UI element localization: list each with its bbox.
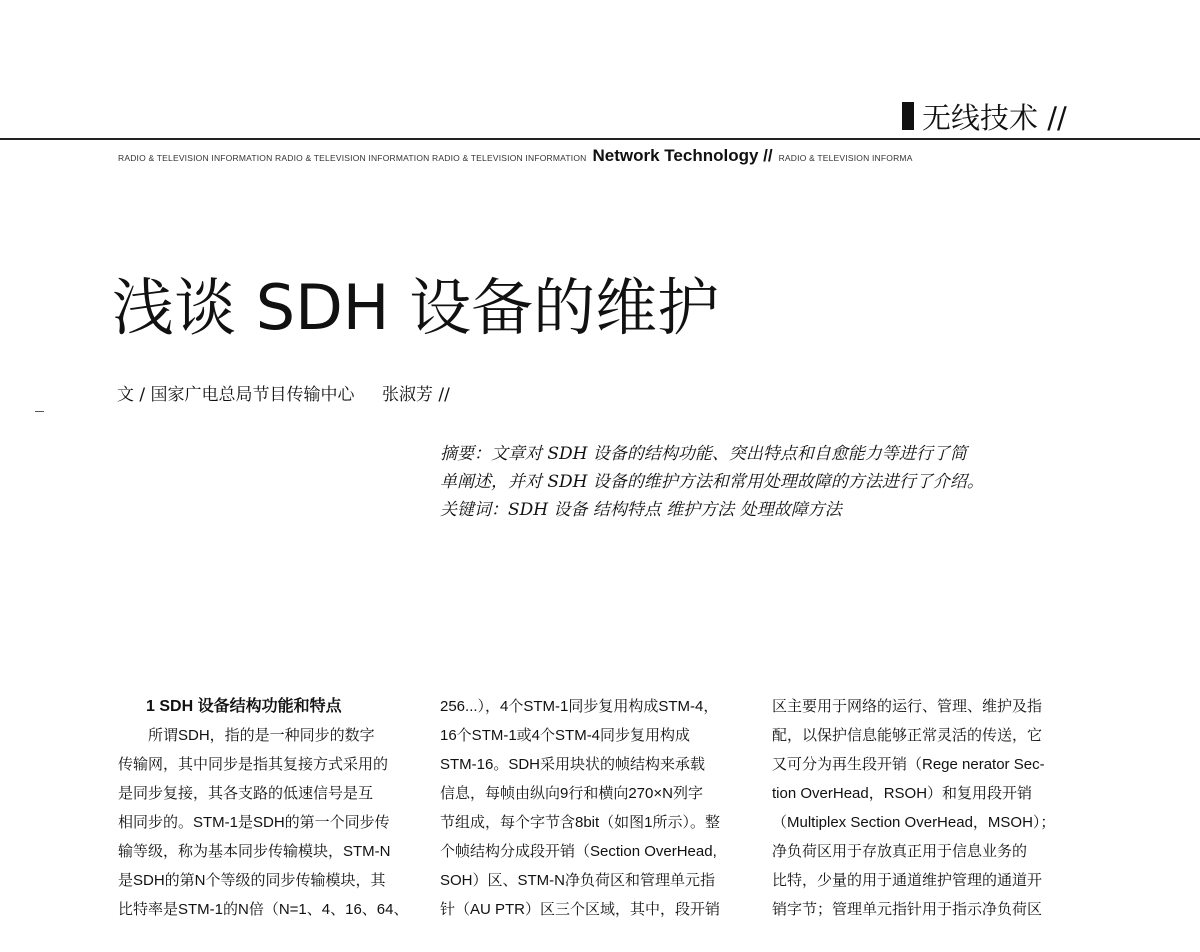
body-line: 销字节；管理单元指针用于指示净负荷区 — [772, 901, 1043, 918]
body-line: 配，以保护信息能够正常灵活的传送，它 — [772, 727, 1043, 744]
body-line: 比特，少量的用于通道维护管理的通道开 — [772, 872, 1043, 889]
body-line: 所谓SDH，指的是一种同步的数字 — [118, 727, 375, 744]
section-marker-bar — [902, 102, 914, 130]
byline-author: 张淑芳 // — [381, 385, 450, 405]
body-line: 是SDH的第N个等级的同步传输模块，其 — [118, 872, 386, 889]
body-line: 信息，每帧由纵向9行和横向270×N列字 — [440, 785, 703, 802]
running-header — [118, 146, 1200, 170]
body-line: 16个STM-1或4个STM-4同步复用构成 — [440, 727, 691, 744]
body-line: 传输网，其中同步是指其复接方式采用的 — [118, 756, 389, 773]
body-line: 相同步的。STM-1是SDH的第一个同步传 — [118, 814, 390, 831]
article-title: 浅谈 SDH 设备的维护 — [112, 271, 720, 344]
section-tag-label: 无线技术 // — [922, 100, 1067, 135]
body-column-1 — [118, 692, 426, 924]
header-rule — [0, 138, 1200, 140]
body-column-2 — [440, 692, 748, 924]
body-line: 比特率是STM-1的N倍（N=1、4、16、64、 — [118, 901, 409, 918]
body-line: 针（AU PTR）区三个区域，其中，段开销 — [440, 901, 721, 918]
body-line: 节组成，每个字节含8bit（如图1所示）。整 — [440, 814, 721, 831]
body-line: 是同步复接，其各支路的低速信号是互 — [118, 785, 374, 802]
body-line: 区主要用于网络的运行、管理、维护及指 — [772, 698, 1043, 715]
byline-org: 文 / 国家广电总局节目传输中心 — [117, 385, 355, 405]
body-line: 256...），4个STM-1同步复用构成STM-4， — [440, 698, 719, 715]
abstract-line: 单阐述，并对 SDH 设备的维护方法和常用处理故障的方法进行了介绍。 — [440, 472, 984, 492]
section-tag — [902, 96, 1067, 136]
byline — [117, 380, 450, 405]
section-heading: 1 SDH 设备结构功能和特点 — [146, 698, 342, 715]
body-line: 输等级，称为基本同步传输模块，STM-N — [118, 843, 391, 860]
abstract — [440, 440, 1100, 524]
margin-mark — [35, 411, 44, 412]
body-line: （Multiplex Section OverHead，MSOH）； — [772, 814, 1056, 831]
body-column-3 — [772, 692, 1080, 924]
body-line: 净负荷区用于存放真正用于信息业务的 — [772, 843, 1028, 860]
body-line: STM-16。SDH采用块状的帧结构来承载 — [440, 756, 706, 773]
body-line: SOH）区、STM-N净负荷区和管理单元指 — [440, 872, 715, 889]
running-header-title: Network Technology // — [592, 146, 773, 165]
running-header-prefix: RADIO & TELEVISION INFORMATION RADIO & TELEVISION INFORMATION RADIO & TELEVISION INFORMATION — [118, 153, 587, 163]
body-line: tion OverHead，RSOH）和复用段开销 — [772, 785, 1033, 802]
body-line: 个帧结构分成段开销（Section OverHead, — [440, 843, 717, 860]
keywords-line: 关键词：SDH 设备 结构特点 维护方法 处理故障方法 — [440, 500, 842, 520]
abstract-line: 摘要：文章对 SDH 设备的结构功能、突出特点和自愈能力等进行了简 — [440, 444, 967, 464]
body-line: 又可分为再生段开销（Rege nerator Sec- — [772, 756, 1045, 773]
running-header-suffix: RADIO & TELEVISION INFORMA — [778, 153, 913, 163]
